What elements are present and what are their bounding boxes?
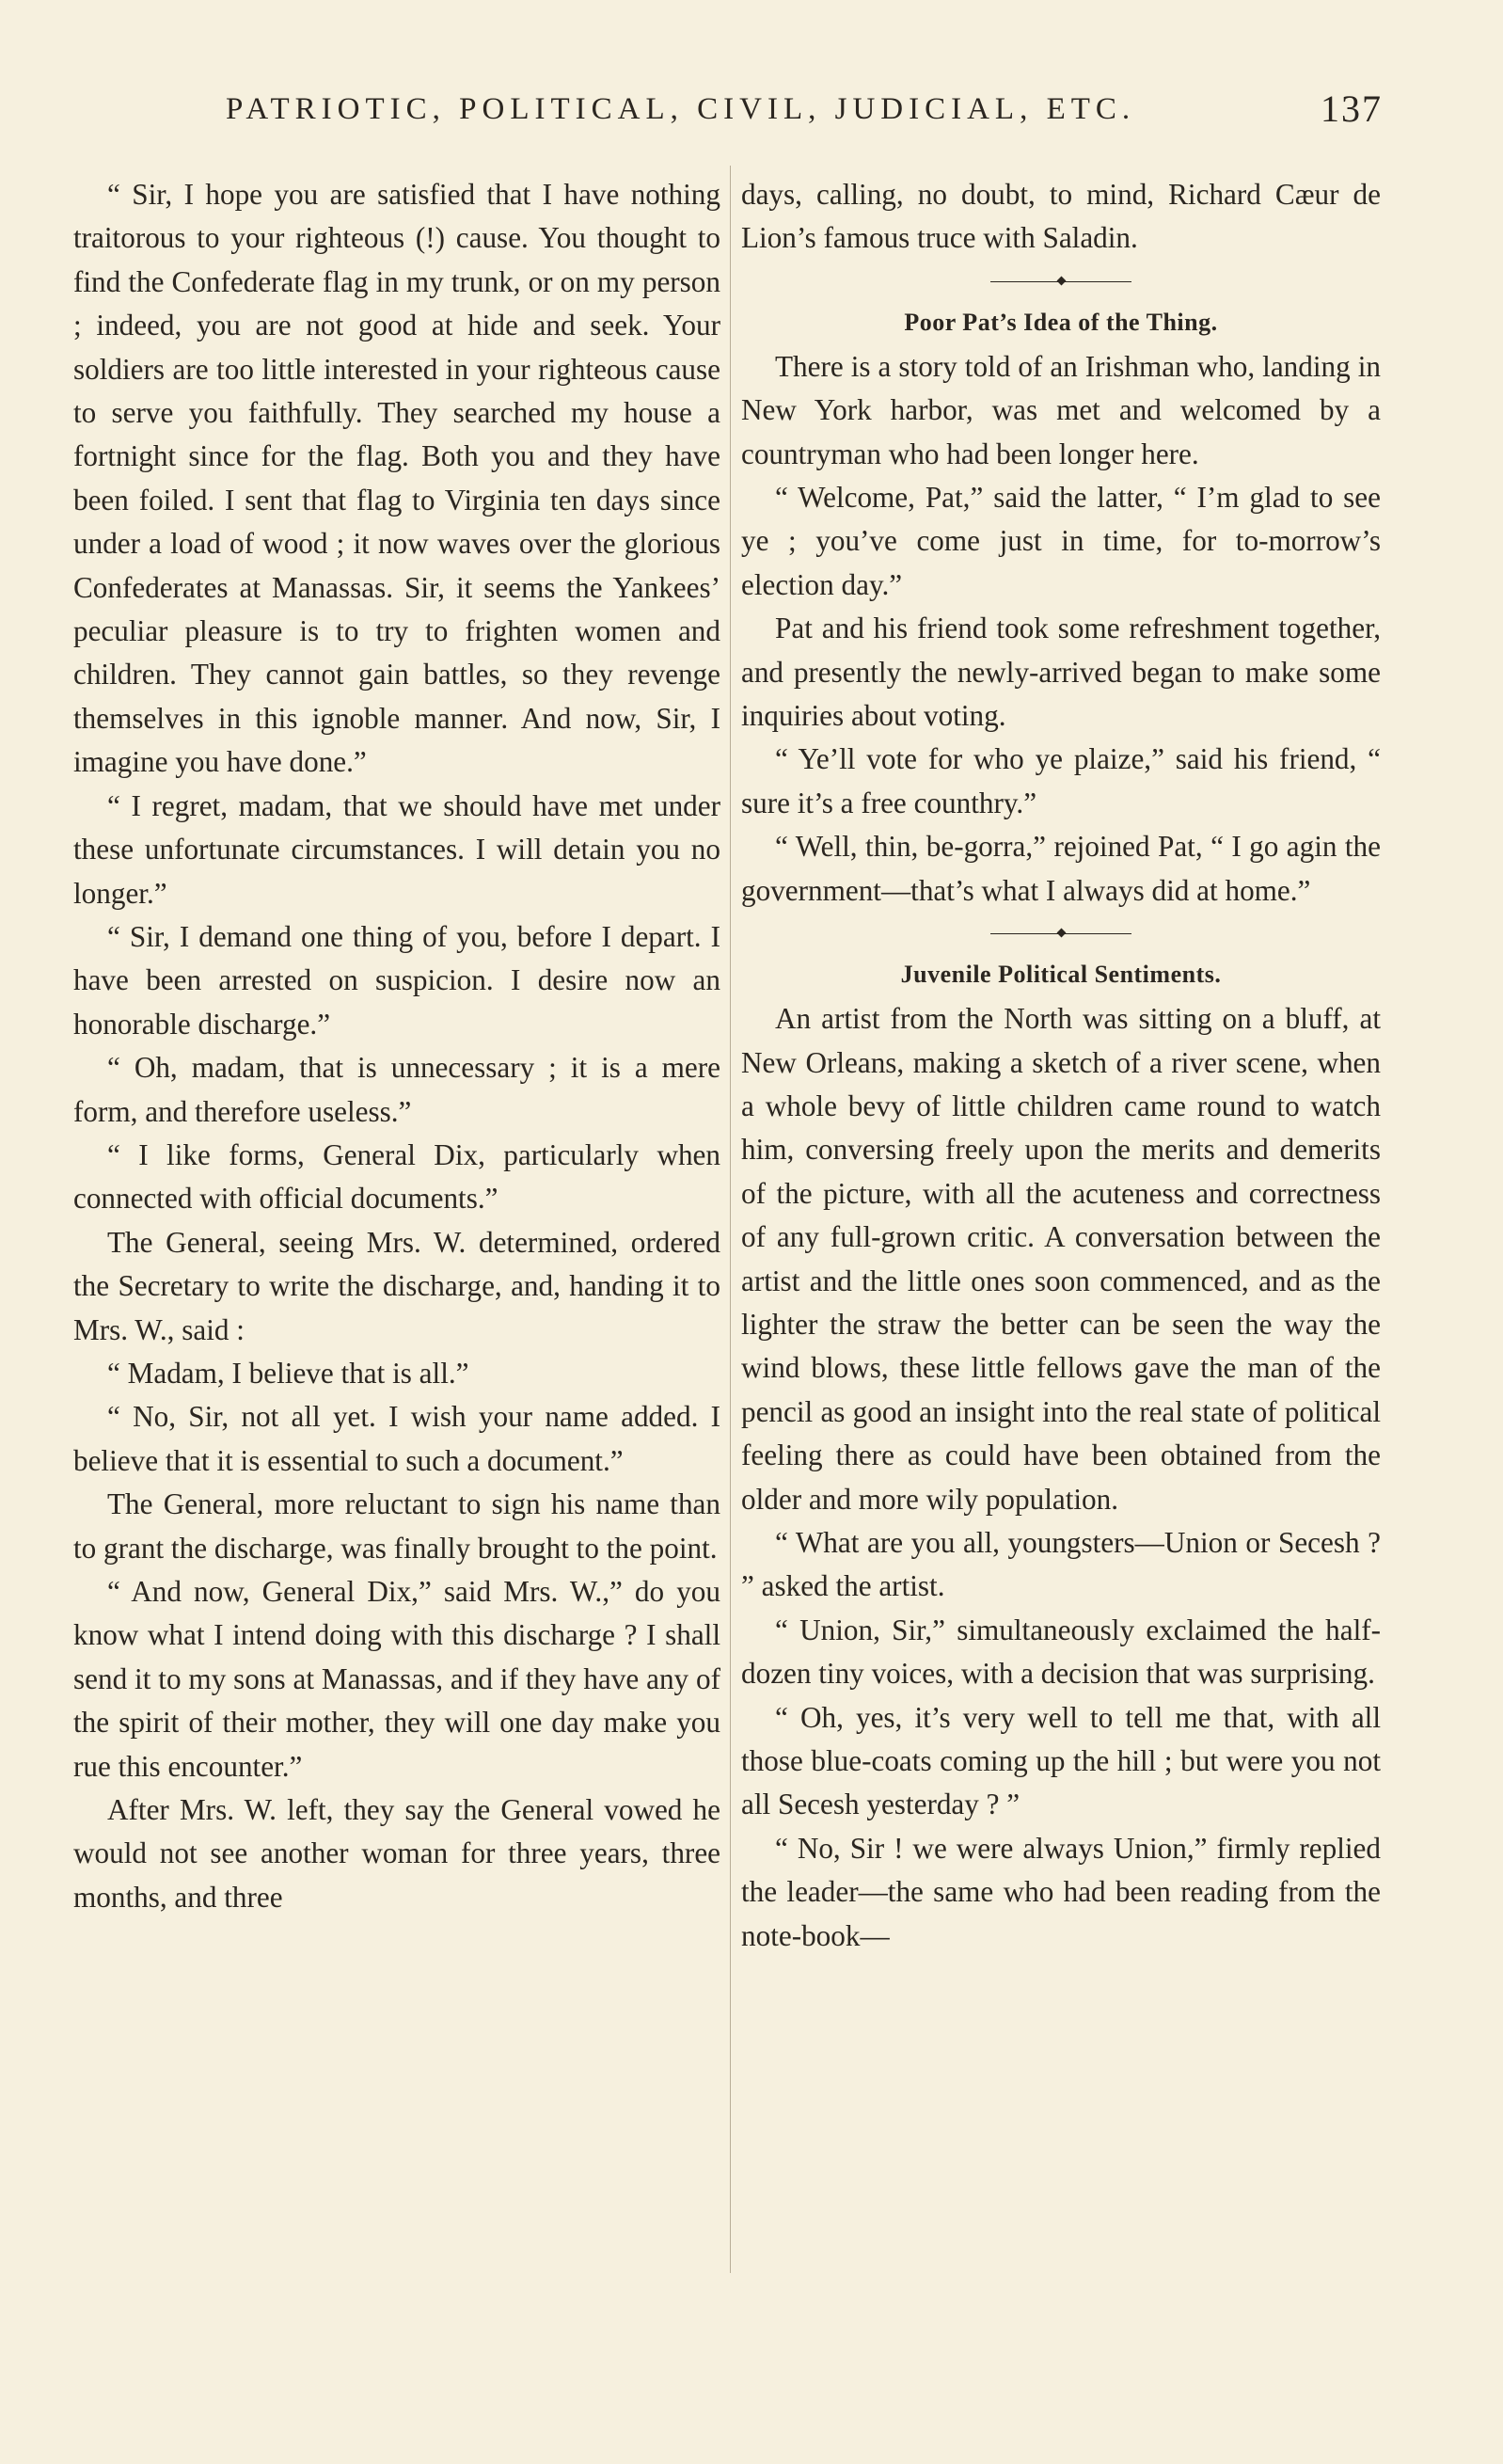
running-head: PATRIOTIC, POLITICAL, CIVIL, JUDICIAL, ETC. bbox=[226, 92, 1136, 126]
paragraph: “ What are you all, youngsters—Union or Secesh ? ” asked the artist. bbox=[741, 1525, 1381, 1603]
paragraph: “ I regret, madam, that we should have met under these unfortunate circumstances. I will detain you no longer.” bbox=[73, 788, 720, 910]
paragraph: “ Well, thin, be-gorra,” rejoined Pat, “ I go agin the government—that’s what I always did at home.” bbox=[741, 830, 1381, 907]
section-title: Poor Pat’s Idea of the Thing. bbox=[904, 308, 1218, 336]
paragraph: “ I like forms, General Dix, particularly when connected with official documents.” bbox=[73, 1137, 720, 1216]
section-title: Juvenile Political Sentiments. bbox=[900, 961, 1222, 989]
section-separator bbox=[741, 264, 1381, 302]
paragraph: After Mrs. W. left, they say the General vowed he would not see another woman for three years, three months, and three bbox=[73, 1793, 720, 1914]
paragraph: “ No, Sir, not all yet. I wish your name added. I believe that it is essential to such a document.” bbox=[73, 1400, 720, 1477]
paragraph: “ Welcome, Pat,” said the latter, “ I’m glad to see ye ; you’ve come just in time, for to-morrow’s election day.” bbox=[741, 481, 1381, 601]
paragraph: There is a story told of an Irishman who, landing in New York harbor, was met and welcomed by a countryman who had been longer here. bbox=[741, 349, 1381, 470]
paragraph: “ Madam, I believe that is all.” bbox=[107, 1356, 469, 1390]
paragraph: “ Oh, yes, it’s very well to tell me that, with all those blue-coats coming up the hill ; but were you not all Secesh yesterday ? ” bbox=[741, 1700, 1381, 1821]
paragraph: “ Sir, I hope you are satisfied that I have nothing traitorous to your righteous (!) cause. You thought to find the Confederate flag in my trunk, or on my person ; indeed, you are not good at hide and seek. Your soldiers are too little interested in your righteous cause to serve you faithfully. They searched my house a fortnight since for the flag. Both you and they have been foiled. I sent that flag to Virginia ten days since under a load of wood ; it now waves over the glorious Confederates at Manassas. Sir, it seems the Yankees’ peculiar pleasure is to try to frighten women and children. They cannot gain battles, so they revenge themselves in this ignoble manner. And now, Sir, I imagine you have done.” bbox=[73, 178, 720, 779]
paragraph: “ Sir, I demand one thing of you, before I depart. I have been arrested on suspicion. I desire now an honorable discharge.” bbox=[73, 919, 720, 1041]
paragraph: Pat and his friend took some refreshment together, and presently the newly-arrived began to make some inquiries about voting. bbox=[741, 612, 1381, 733]
continued-paragraph: days, calling, no doubt, to mind, Richard Cæur de Lion’s famous truce with Saladin. bbox=[741, 178, 1381, 255]
column-divider bbox=[730, 166, 731, 2273]
paragraph: “ Union, Sir,” simultaneously exclaimed the half-dozen tiny voices, with a decision that was surprising. bbox=[741, 1613, 1381, 1691]
page-number: 137 bbox=[1321, 87, 1383, 130]
page-header bbox=[226, 87, 1383, 139]
paragraph: “ No, Sir ! we were always Union,” firmly replied the leader—the same who had been reading from the note-book— bbox=[741, 1831, 1381, 1952]
paragraph: “ And now, General Dix,” said Mrs. W.,” do you know what I intend doing with this discharge ? I shall send it to my sons at Manassas, and if they have any of the spirit of their mother, they will one day make you rue this encounter.” bbox=[73, 1575, 720, 1783]
left-column bbox=[73, 173, 720, 1919]
right-column bbox=[741, 173, 1381, 1958]
paragraph: “ Ye’ll vote for who ye plaize,” said his friend, “ sure it’s a free counthry.” bbox=[741, 742, 1381, 819]
paragraph: The General, seeing Mrs. W. determined, ordered the Secretary to write the discharge, and, handing it to Mrs. W., said : bbox=[73, 1225, 720, 1346]
paragraph: The General, more reluctant to sign his name than to grant the discharge, was finally brought to the point. bbox=[73, 1487, 720, 1565]
paragraph: “ Oh, madam, that is unnecessary ; it is a mere form, and therefore useless.” bbox=[73, 1051, 720, 1128]
section-separator bbox=[741, 916, 1381, 954]
paragraph: An artist from the North was sitting on a bluff, at New Orleans, making a sketch of a river scene, when a whole bevy of little children came round to watch him, conversing freely upon the merits and demerits of the picture, with all the acuteness and correctness of any full-grown critic. A conversation between the artist and the little ones soon commenced, and as the lighter the straw the better can be seen the way the wind blows, these little fellows gave the man of the pencil as good an insight into the real state of political feeling there as could have been obtained from the older and more wily population. bbox=[741, 1002, 1381, 1516]
